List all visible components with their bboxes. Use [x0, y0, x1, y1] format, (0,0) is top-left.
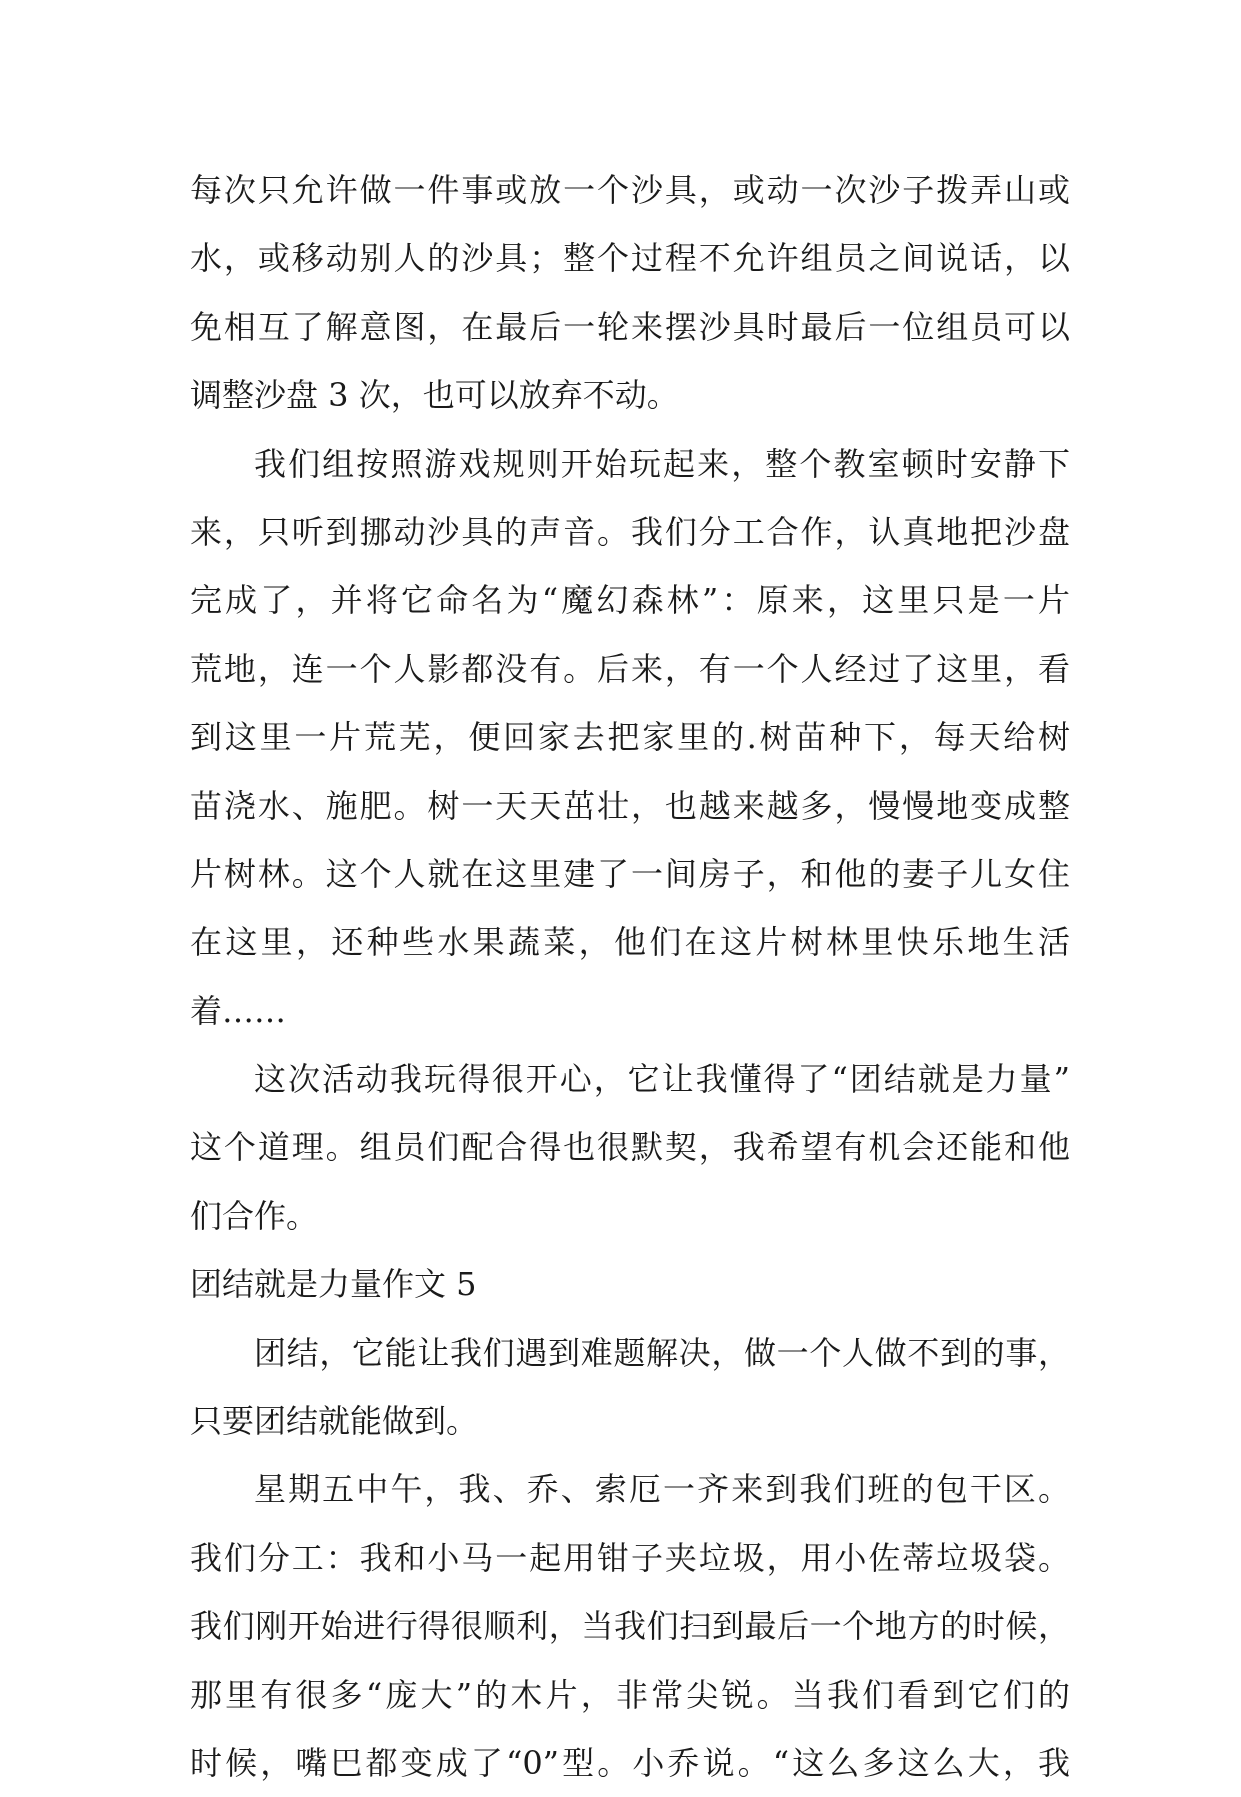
text-line: 苗浇水、施肥。树一天天茁壮，也越来越多，慢慢地变成整: [190, 786, 1070, 825]
text-line: 我们刚开始进行得很顺利，当我们扫到最后一个地方的时候，: [190, 1607, 1070, 1646]
paragraph-first-line: 团结，它能让我们遇到难题解决，做一个人做不到的事，: [254, 1333, 1070, 1372]
text-line: 免相互了解意图，在最后一轮来摆沙具时最后一位组员可以: [190, 307, 1070, 346]
text-line: 来，只听到挪动沙具的声音。我们分工合作，认真地把沙盘: [190, 512, 1070, 551]
essay-text-block: [190, 156, 1070, 1797]
text-line: 们合作。: [190, 1196, 319, 1235]
text-line: 荒地，连一个人影都没有。后来，有一个人经过了这里，看: [190, 649, 1070, 688]
text-line: 片树林。这个人就在这里建了一间房子，和他的妻子儿女住: [190, 854, 1070, 893]
section-heading: 团结就是力量作文 5: [190, 1265, 477, 1304]
text-line: 着……: [190, 991, 287, 1030]
paragraph-first-line: 这次活动我玩得很开心，它让我懂得了“团结就是力量”: [254, 1060, 1070, 1099]
paragraph-first-line: 我们组按照游戏规则开始玩起来，整个教室顿时安静下: [254, 444, 1070, 483]
text-line: 完成了，并将它命名为“魔幻森林”：原来，这里只是一片: [190, 581, 1070, 620]
text-line: 调整沙盘 3 次，也可以放弃不动。: [190, 376, 679, 415]
text-line: 每次只允许做一件事或放一个沙具，或动一次沙子拨弄山或: [190, 171, 1070, 209]
text-line: 只要团结就能做到。: [190, 1402, 479, 1441]
text-line: 水，或移动别人的沙具；整个过程不允许组员之间说话，以: [190, 239, 1070, 278]
text-line: 时候，嘴巴都变成了“0”型。小乔说。“这么多这么大，我: [190, 1743, 1070, 1782]
text-line: 那里有很多“庞大”的木片，非常尖锐。当我们看到它们的: [190, 1675, 1070, 1714]
text-line: 这个道理。组员们配合得也很默契，我希望有机会还能和他: [190, 1128, 1070, 1167]
paragraph-first-line: 星期五中午，我、乔、索厄一齐来到我们班的包干区。: [254, 1470, 1070, 1509]
text-line: 在这里，还种些水果蔬菜，他们在这片树林里快乐地生活: [190, 923, 1070, 962]
text-line: 我们分工：我和小马一起用钳子夹垃圾，用小佐蒂垃圾袋。: [190, 1538, 1070, 1577]
text-line: 到这里一片荒芜，便回家去把家里的.树苗种下，每天给树: [190, 718, 1070, 757]
